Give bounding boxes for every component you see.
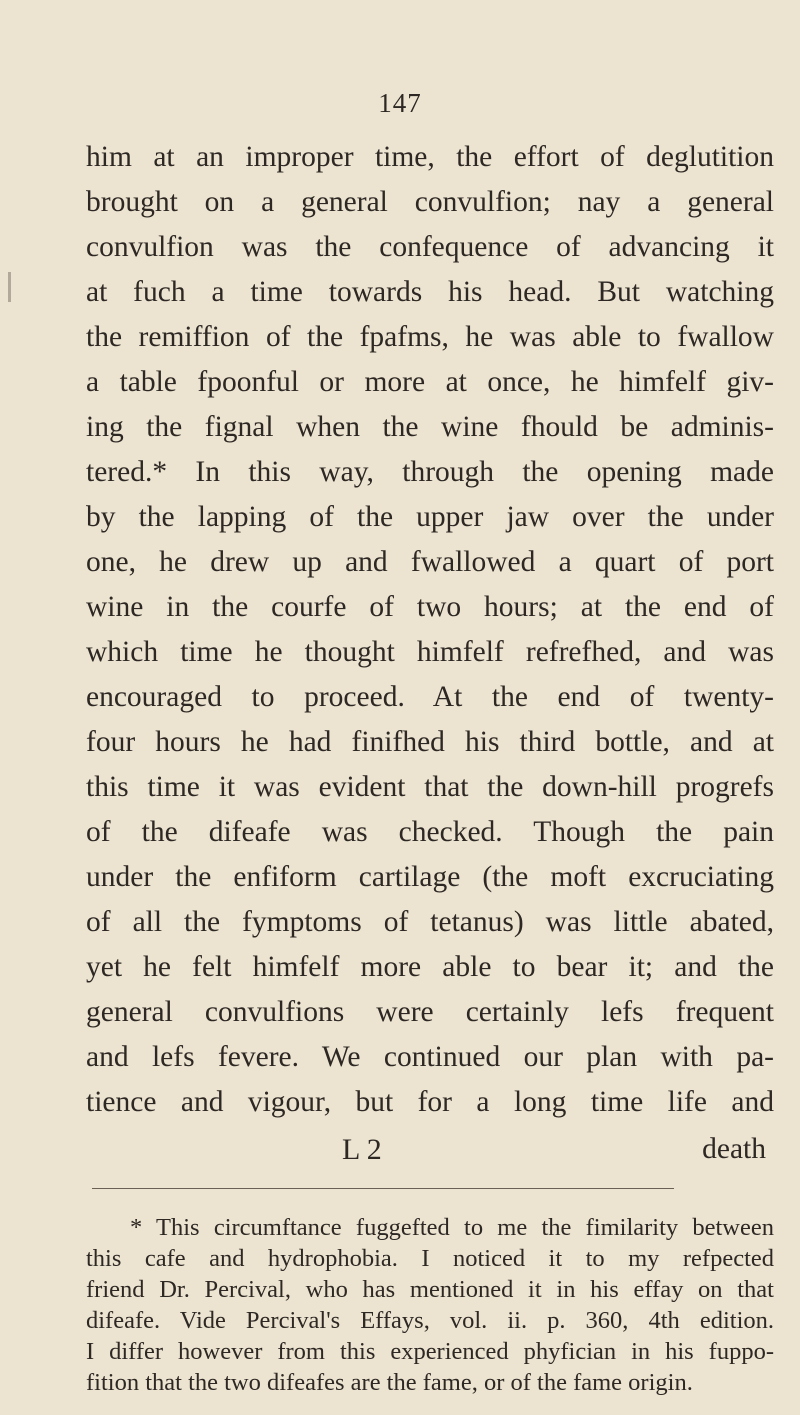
body-line: encouraged to proceed. At the end of twenty- <box>86 681 774 713</box>
body-line: four hours he had finifhed his third bottle, and at <box>86 726 774 758</box>
body-line: of the difeafe was checked. Though the pain <box>86 816 774 848</box>
body-line: by the lapping of the upper jaw over the under <box>86 501 774 533</box>
footnote-line: difeafe. Vide Percival's Effays, vol. ii. p. 360, 4th edition. <box>86 1307 774 1334</box>
body-line: tered.* In this way, through the opening made <box>86 456 774 488</box>
catchword: death <box>702 1133 766 1165</box>
signature-mark: L 2 <box>342 1133 382 1166</box>
body-line: brought on a general convulfion; nay a general <box>86 186 774 218</box>
body-line: ing the fignal when the wine fhould be adminis- <box>86 411 774 443</box>
body-line: the remiffion of the fpafms, he was able to fwallow <box>86 321 774 353</box>
margin-mark <box>8 272 11 302</box>
body-line: one, he drew up and fwallowed a quart of port <box>86 546 774 578</box>
body-line: this time it was evident that the down-hill progrefs <box>86 771 774 803</box>
body-line: which time he thought himfelf refrefhed, and was <box>86 636 774 668</box>
body-line: a table fpoonful or more at once, he himfelf giv- <box>86 366 774 398</box>
footnote-line: fition that the two difeafes are the fame, or of the fame origin. <box>86 1369 693 1396</box>
footnote-rule <box>92 1188 674 1189</box>
body-line: yet he felt himfelf more able to bear it; and the <box>86 951 774 983</box>
footnote-line: I differ however from this experienced phyfician in his fuppo- <box>86 1338 774 1365</box>
body-line: tience and vigour, but for a long time life and <box>86 1086 774 1118</box>
footnote-line: this cafe and hydrophobia. I noticed it to my refpected <box>86 1245 774 1272</box>
body-line: at fuch a time towards his head. But watching <box>86 276 774 308</box>
body-line: wine in the courfe of two hours; at the end of <box>86 591 774 623</box>
body-line: him at an improper time, the effort of deglutition <box>86 141 774 173</box>
body-line: general convulfions were certainly lefs frequent <box>86 996 774 1028</box>
body-line: of all the fymptoms of tetanus) was little abated, <box>86 906 774 938</box>
body-line: and lefs fevere. We continued our plan with pa- <box>86 1041 774 1073</box>
footnote-line: * This circumftance fuggefted to me the fimilarity between <box>130 1214 774 1241</box>
body-line: convulfion was the confequence of advancing it <box>86 231 774 263</box>
body-line: under the enfiform cartilage (the moft excruciating <box>86 861 774 893</box>
page-number: 147 <box>378 88 422 118</box>
footnote-line: friend Dr. Percival, who has mentioned it in his effay on that <box>86 1276 774 1303</box>
